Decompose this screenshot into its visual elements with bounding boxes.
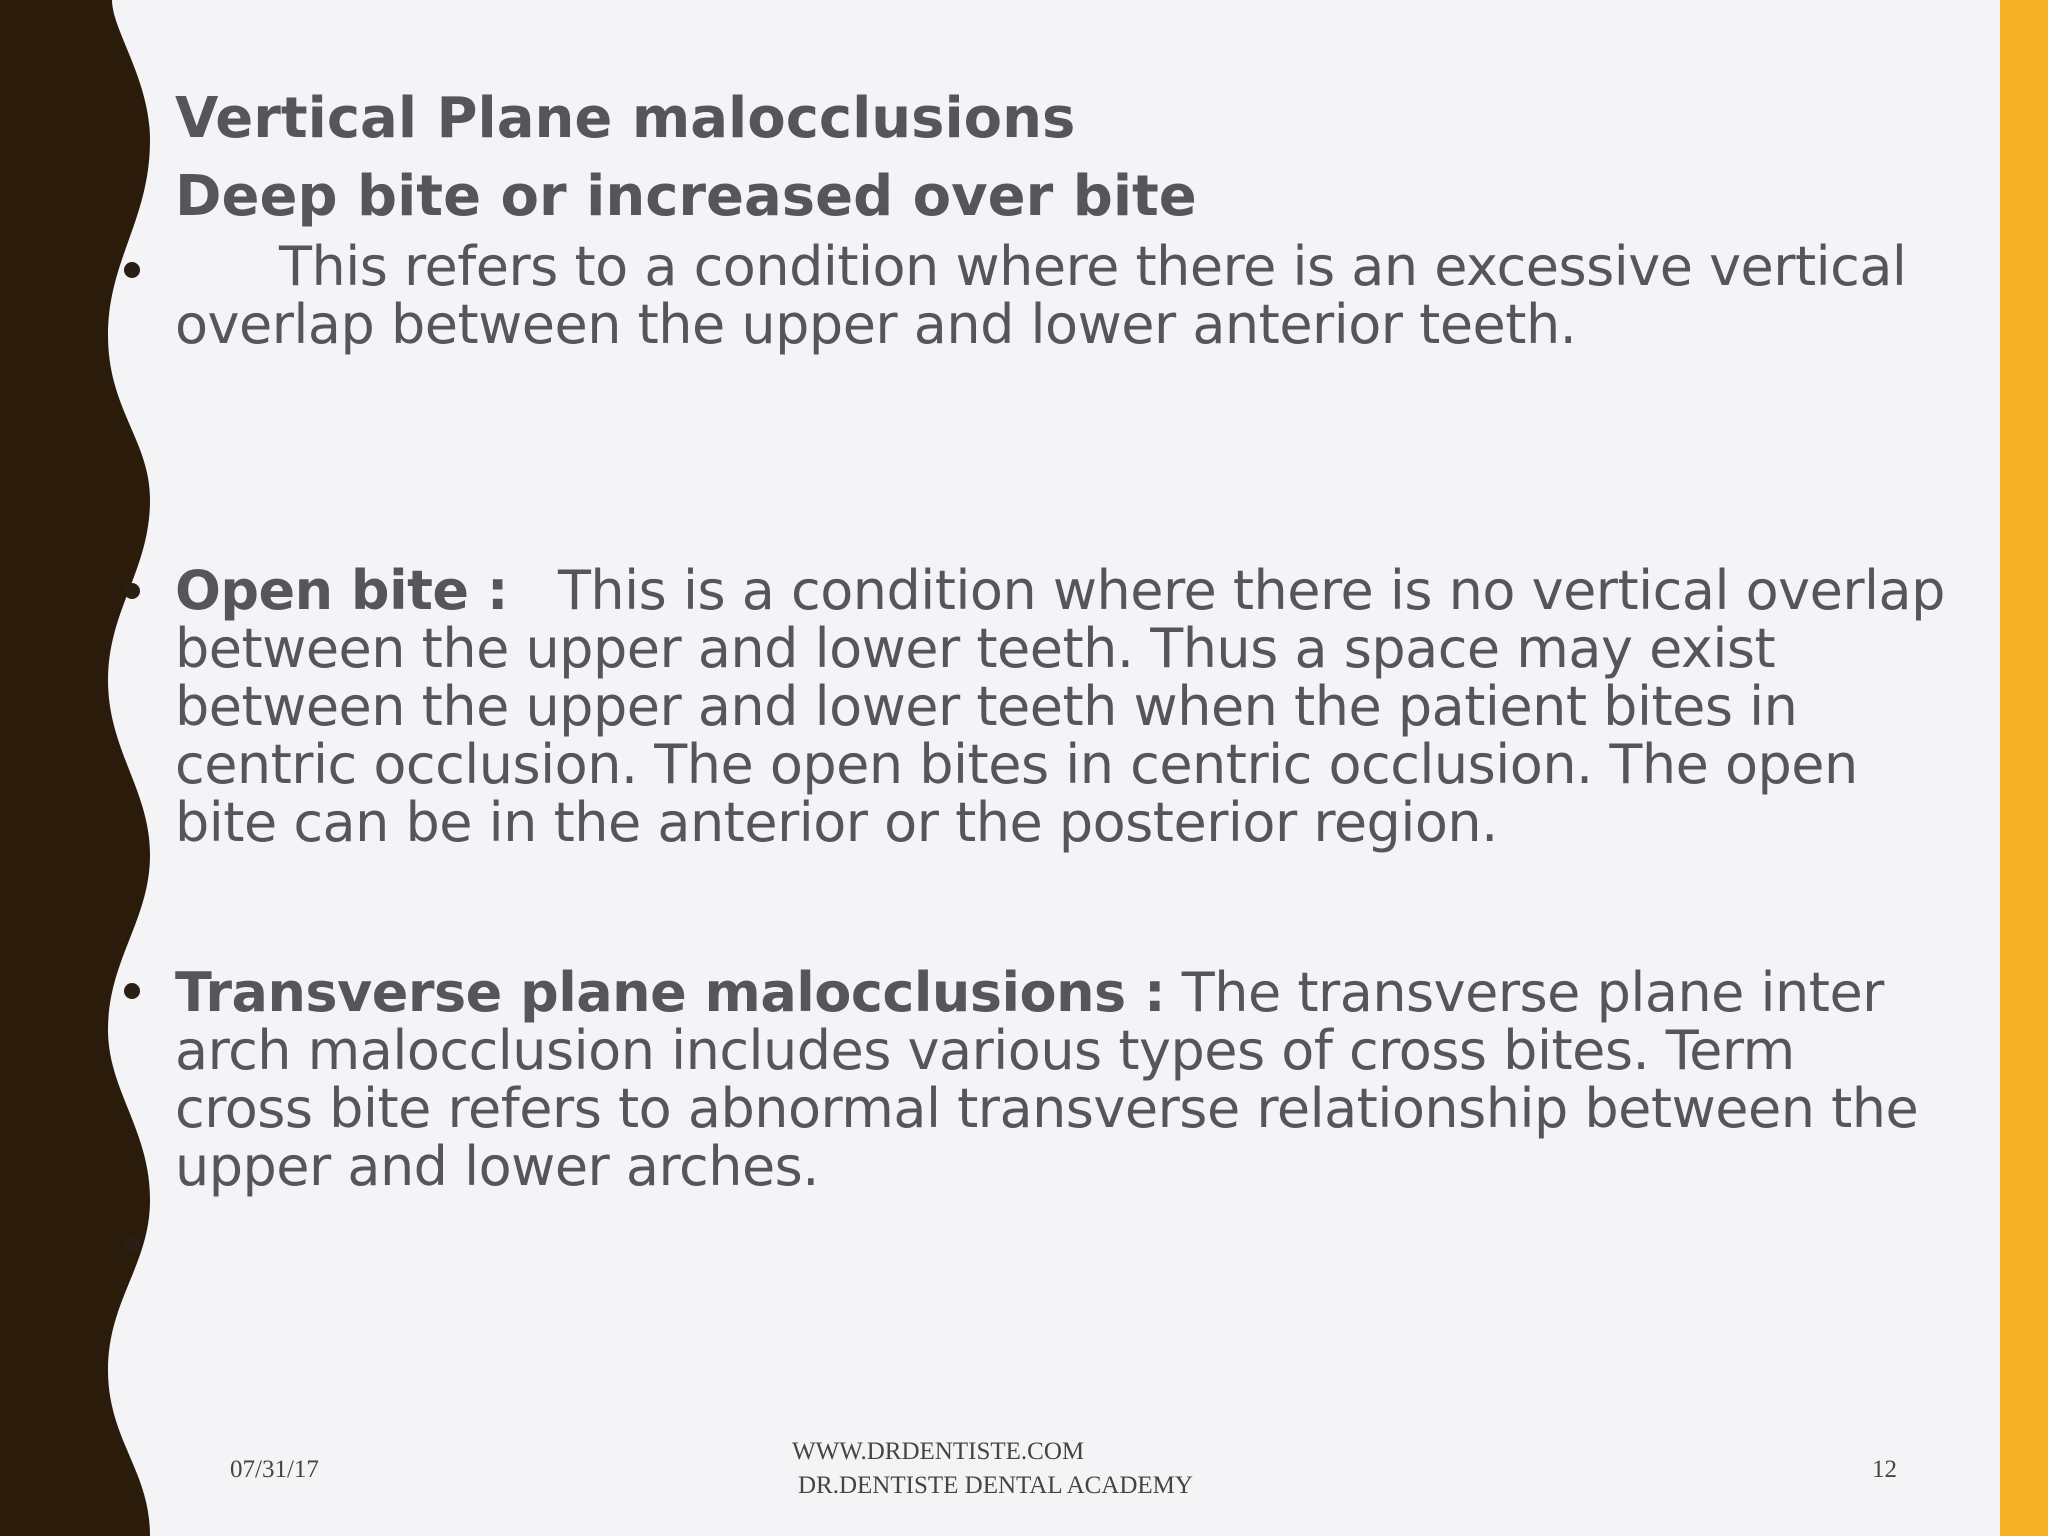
footer-website: WWW.DRDENTISTE.COM	[792, 1438, 1085, 1465]
slide-content	[175, 80, 1975, 1198]
bullet-dot	[124, 983, 140, 999]
bullet-dot	[124, 262, 140, 278]
left-wavy-band	[0, 0, 170, 1536]
transverse-text: The transverse plane inter arch malocclusion includes various types of cross bites. Term cross bite refers to abnormal transverse relationship between the upper and lower arches.	[175, 961, 1919, 1198]
open-bite-text: This is a condition where there is no vertical overlap between the upper and lower teeth. Thus a space may exist between the upper and lower teeth when the patient bites in centric occlusion. The open bites in centric occlusion. The open bite can be in the anterior or the posterior region.	[175, 559, 1945, 854]
footer-academy: DR.DENTISTE DENTAL ACADEMY	[798, 1472, 1193, 1499]
slide-title-line1: Vertical Plane malocclusions	[175, 86, 1076, 151]
open-bite-paragraph	[175, 559, 1945, 854]
deep-bite-text: This refers to a condition where there is an excessive vertical overlap between the upper and lower anterior teeth.	[175, 235, 1907, 356]
transverse-lead: Transverse plane malocclusions :	[175, 961, 1166, 1024]
transverse-paragraph	[175, 961, 1945, 1198]
open-bite-lead: Open bite :	[175, 559, 508, 622]
deep-bite-paragraph	[175, 235, 1945, 356]
bullet-dot	[124, 583, 140, 599]
slide-title-line2: Deep bite or increased over bite	[175, 164, 1197, 229]
footer-date: 07/31/17	[230, 1456, 319, 1483]
right-accent-bar	[2000, 0, 2048, 1536]
bullet-dot	[124, 1236, 140, 1252]
footer-page-number: 12	[1872, 1456, 1897, 1483]
